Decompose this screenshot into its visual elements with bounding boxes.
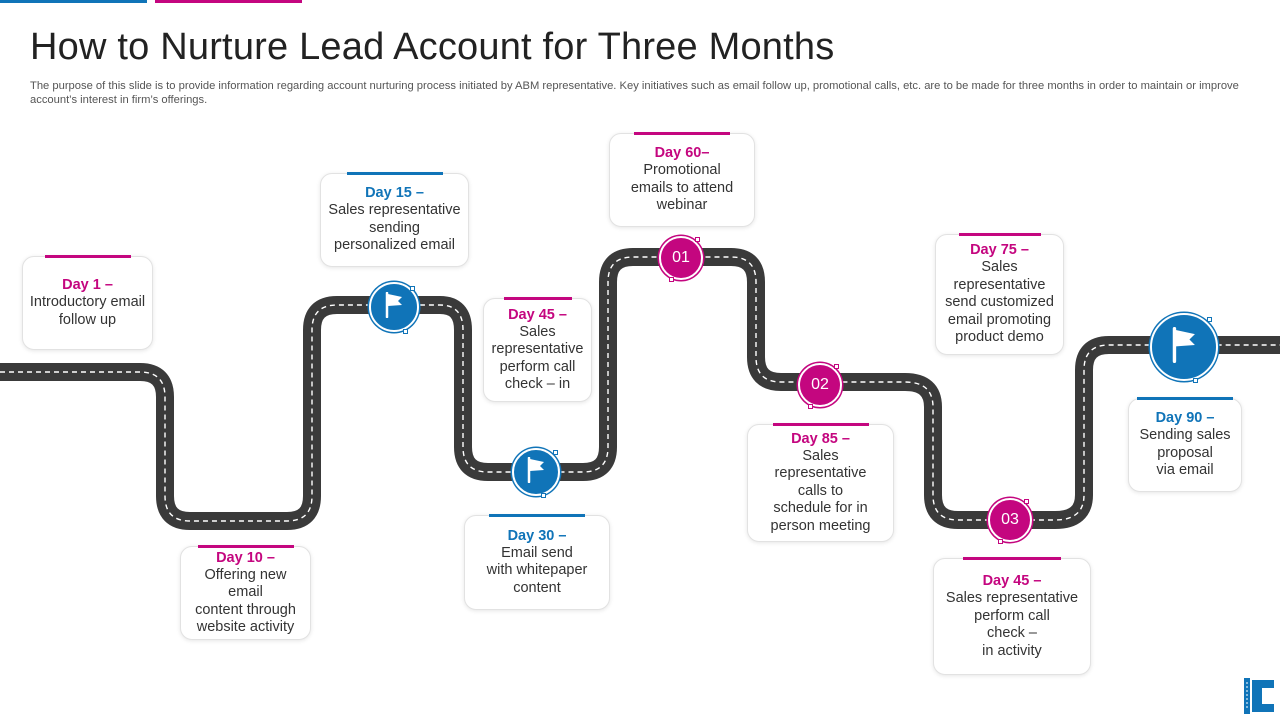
- flag-icon: [1169, 327, 1199, 368]
- milestone-day: Day 30 –: [507, 527, 567, 544]
- milestone-day: Day 15 –: [365, 185, 424, 202]
- numbered-marker-02: [798, 363, 842, 407]
- milestone-day: Day 85 –: [791, 430, 850, 447]
- milestone-card-day-90: [1128, 398, 1242, 492]
- milestone-card-day-45-activity: [933, 558, 1091, 675]
- milestone-day: Day 60–: [654, 145, 710, 162]
- milestone-description: Email send with whitepaper content: [486, 544, 588, 596]
- milestone-day: Day 45 –: [982, 573, 1042, 589]
- milestone-card-day-10: [180, 546, 311, 640]
- flag-marker-day-15: [369, 282, 419, 332]
- page-subtitle: The purpose of this slide is to provide information regarding account nurturing process initiated by ABM representative. Key initiatives such as email follow up, promotional calls, etc. are to be made for three months in order to maintain or improve account’s interest in firm’s offerings.: [30, 80, 1239, 106]
- milestone-description: Sales representative sending personalized email: [328, 202, 461, 254]
- flag-icon: [525, 457, 547, 488]
- milestone-day: Day 45 –: [508, 306, 567, 323]
- milestone-card-day-1: [22, 256, 153, 350]
- numbered-marker-01: [659, 236, 703, 280]
- marker-number: 01: [672, 249, 690, 266]
- flag-icon: [383, 292, 405, 323]
- milestone-day: Day 1 –: [62, 277, 113, 293]
- milestone-day: Day 90 –: [1155, 410, 1215, 427]
- milestone-card-day-15: [320, 173, 469, 267]
- milestone-description: Offering new email content through website activity: [195, 566, 296, 635]
- milestone-card-day-75: [935, 234, 1064, 355]
- milestone-description: Sales representative perform call check – in: [491, 323, 584, 392]
- flag-marker-day-30: [512, 448, 560, 496]
- milestone-description: Sales representative send customized email promoting product demo: [945, 259, 1054, 346]
- milestone-description: Promotional emails to attend webinar: [630, 162, 734, 214]
- numbered-marker-03: [988, 498, 1032, 542]
- milestone-day: Day 10 –: [216, 549, 275, 566]
- milestone-description: Sales representative calls to schedule for in person meeting: [770, 447, 871, 534]
- milestone-description: Introductory email follow up: [29, 294, 146, 328]
- milestone-card-day-45-check-in: [483, 298, 592, 402]
- milestone-card-day-60: [609, 133, 755, 227]
- milestone-description: Sending sales proposal via email: [1139, 427, 1231, 479]
- page-title: How to Nurture Lead Account for Three Months: [30, 26, 835, 68]
- flag-marker-day-90: [1150, 313, 1218, 381]
- brand-logo-icon: [1244, 676, 1278, 716]
- marker-number: 02: [811, 376, 829, 393]
- milestone-card-day-85: [747, 424, 894, 542]
- milestone-card-day-30: [464, 515, 610, 610]
- marker-number: 03: [1001, 511, 1019, 528]
- milestone-day: Day 75 –: [970, 242, 1029, 259]
- milestone-description: Sales representative perform call check – in activity: [945, 590, 1079, 659]
